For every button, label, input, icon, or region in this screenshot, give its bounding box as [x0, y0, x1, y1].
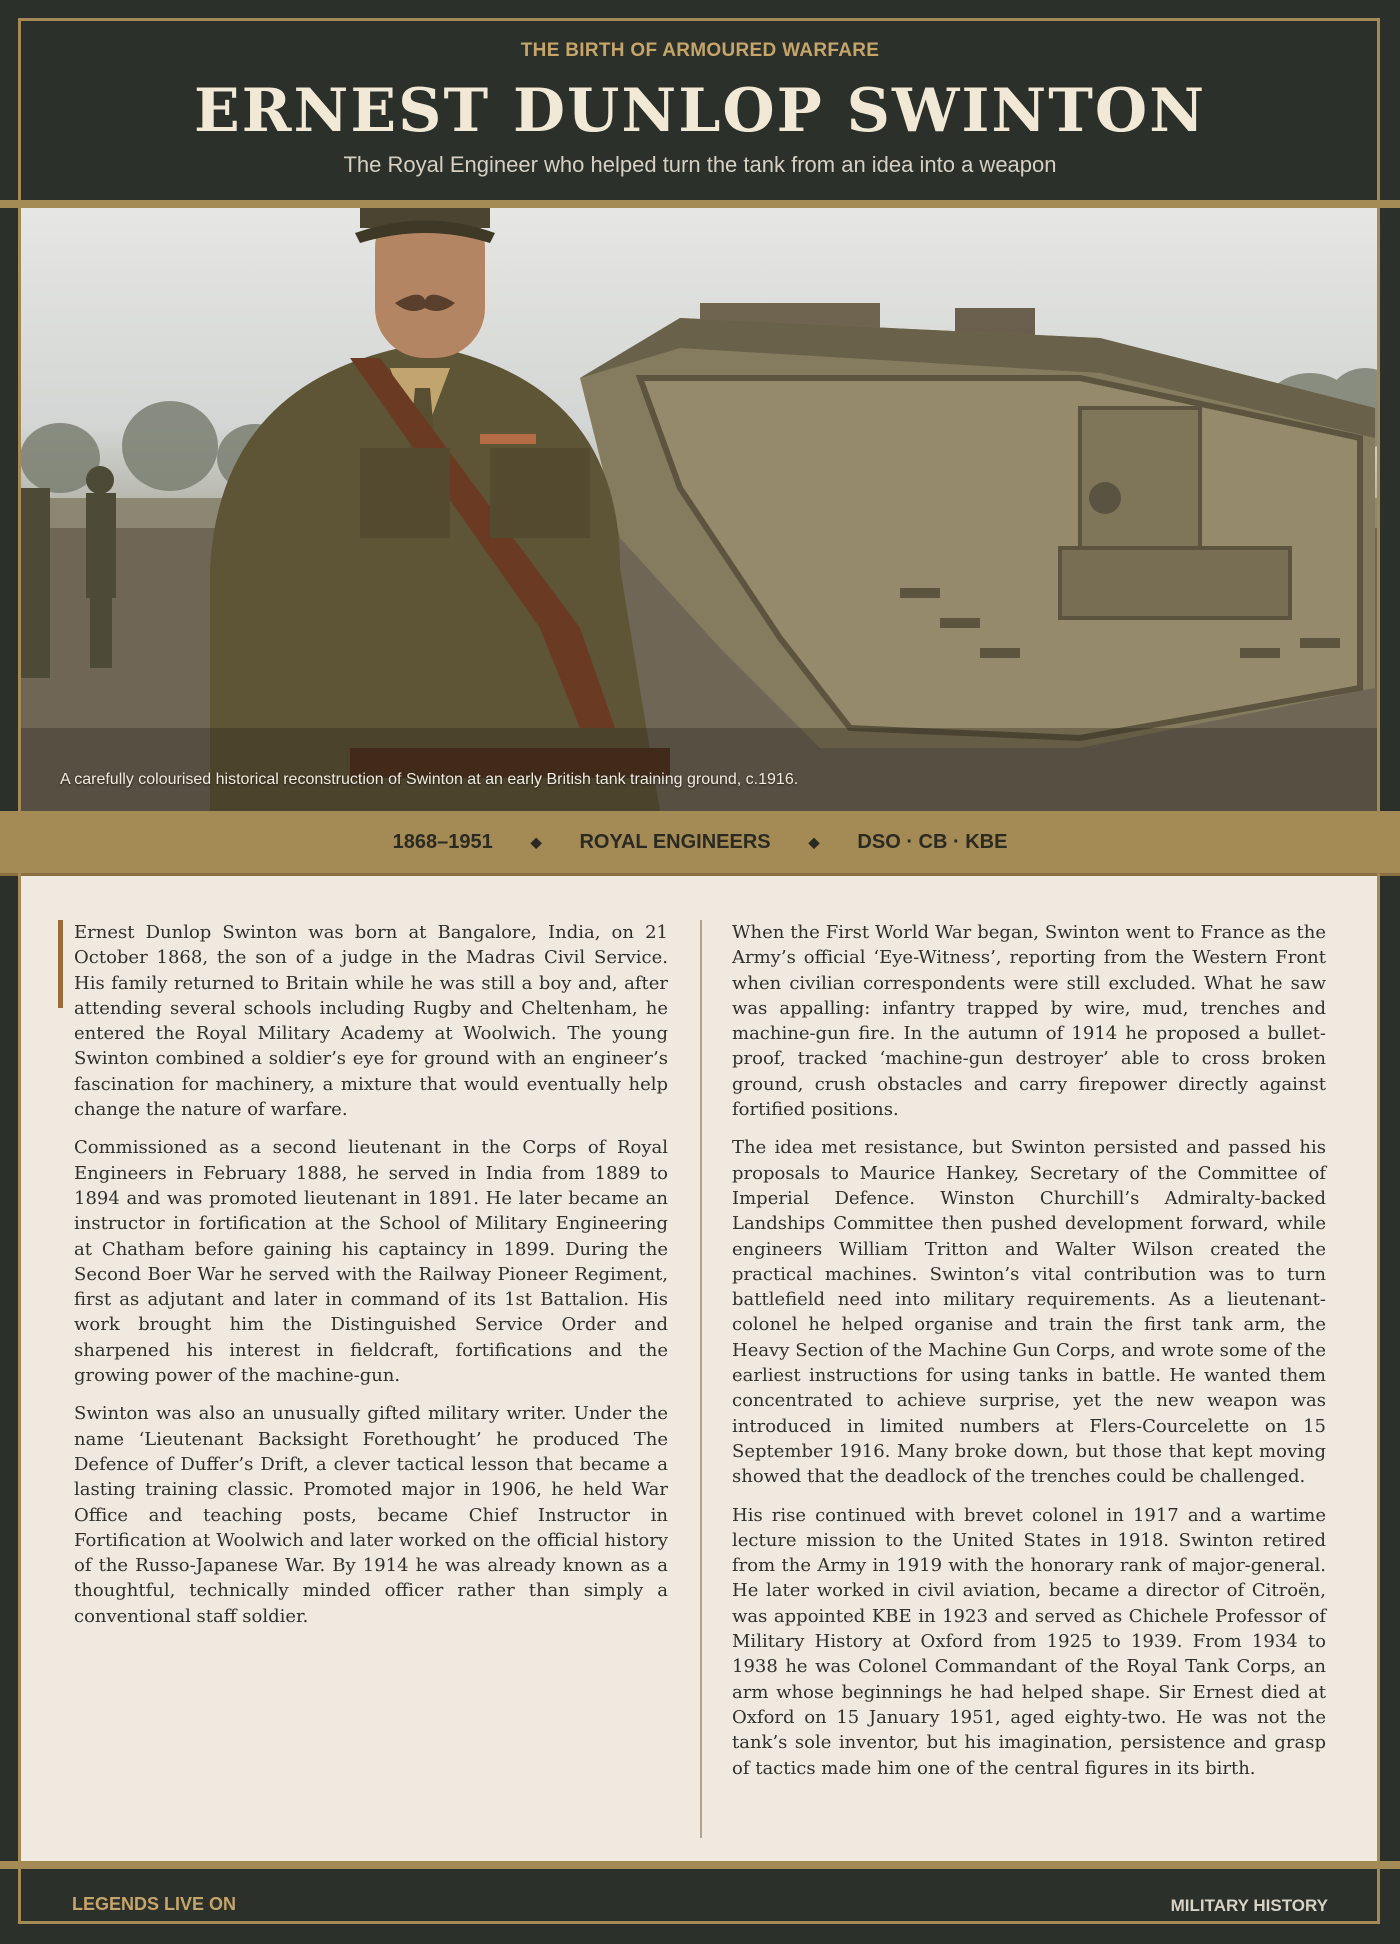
page-subtitle: The Royal Engineer who helped turn the tank from an idea into a weapon — [343, 152, 1057, 177]
bottom-rule — [0, 1861, 1400, 1869]
column-divider — [700, 920, 702, 1838]
footer-section: MILITARY HISTORY — [1170, 1896, 1328, 1915]
accent-bar — [58, 920, 63, 1008]
page-header — [0, 0, 1400, 200]
page-footer — [0, 1869, 1400, 1944]
officer-portrait — [210, 208, 670, 811]
article-column-right — [732, 920, 1326, 1794]
paragraph: His rise continued with brevet colonel in 1917 and a wartime lecture mission to the United States in 1918. Swinton retired from the Army in 1919 with the honorary rank of major-general. He later worked in civil aviation, became a director of Citroën, was appointed KBE in 1923 and served as Chichele Professor of Military History at Oxford from 1925 to 1939. From 1934 to 1938 he was Colonel Commandant of the Royal Tank Corps, an arm whose beginnings he had helped shape. Sir Ernest died at Oxford on 15 January 1951, aged eighty-two. He was not the tank’s sole inventor, but his imagination, persistence and grasp of tactics made him one of the central figures in its birth. — [732, 1504, 1326, 1779]
paragraph: The idea met resistance, but Swinton persisted and passed his proposals to Maurice Hankey, Secretary of the Committee of Imperial Defence. Winston Churchill’s Admiralty-backed Landships Committee then pushed development forward, while engineers William Tritton and Walter Wilson created the practical machines. Swinton’s vital contribution was to turn battlefield need into military requirements. As a lieutenant-colonel he helped organise and train the first tank arm, the Heavy Section of the Machine Gun Corps, and wrote some of the earliest instructions for using tanks in battle. He wanted them concentrated to achieve surprise, yet the new weapon was introduced in limited numbers at Flers-Courcelette on 15 September 1916. Many broke down, but those that kept moving showed that the deadlock of the trenches could be challenged. — [732, 1137, 1326, 1488]
hero-illustration — [20, 208, 1380, 811]
honours-label: DSO · CB · KBE — [857, 830, 1008, 853]
paragraph: Commissioned as a second lieutenant in the Corps of Royal Engineers in February 1888, he served in India from 1889 to 1894 and was promoted lieutenant in 1891. He later became an instructor in fortification at the School of Military Engineering at Chatham before gaining his captaincy in 1899. During the Second Boer War he served with the Railway Pioneer Regiment, first as adjutant and later in command of its 1st Battalion. His work brought him the Distinguished Service Order and sharpened his interest in fieldcraft, fortifications and the growing power of the machine-gun. — [74, 1137, 668, 1387]
life-dates: 1868–1951 — [392, 830, 493, 853]
footer-tagline: LEGENDS LIVE ON — [72, 1894, 237, 1914]
corps-label: ROYAL ENGINEERS — [579, 830, 771, 853]
hero-caption: A carefully colourised historical reconstruction of Swinton at an early British tank training ground, c.1916. — [60, 771, 799, 788]
page-title: ERNEST DUNLOP SWINTON — [193, 76, 1207, 146]
paragraph: Ernest Dunlop Swinton was born at Bangalore, India, on 21 October 1868, the son of a judge in the Madras Civil Service. His family returned to Britain while he was still a boy and, after attending several schools including Rugby and Cheltenham, he entered the Royal Military Academy at Woolwich. The young Swinton combined a soldier’s eye for ground with an engineer’s fascination for machinery, a mixture that would eventually help change the nature of warfare. — [74, 922, 668, 1121]
kicker: THE BIRTH OF ARMOURED WARFARE — [520, 40, 880, 61]
hero-image — [20, 208, 1380, 811]
paragraph: Swinton was also an unusually gifted military writer. Under the name ‘Lieutenant Backsight Forethought’ he produced The Defence of Duffer’s Drift, a clever tactical lesson that became a lasting training classic. Promoted major in 1906, he held War Office and teaching posts, became Chief Instructor in Fortification at Woolwich and later worked on the official history of the Russo-Japanese War. By 1914 he was already known as a thoughtful, technically minded officer rather than simply a conventional staff soldier. — [74, 1403, 668, 1627]
paragraph: When the First World War began, Swinton went to France as the Army’s official ‘Eye-Witness’, reporting from the Western Front when civilian correspondents were still excluded. What he saw was appalling: infantry trapped by wire, mud, trenches and machine-gun fire. In the autumn of 1914 he proposed a bullet-proof, tracked ‘machine-gun destroyer’ able to cross broken ground, crush obstacles and carry firepower directly against fortified positions. — [732, 922, 1326, 1121]
diamond-icon: ◆ — [808, 833, 820, 850]
diamond-icon: ◆ — [530, 833, 542, 850]
article-column-left — [74, 920, 668, 1642]
top-rule — [0, 200, 1400, 208]
article-body — [20, 876, 1380, 1861]
info-band — [0, 811, 1400, 876]
